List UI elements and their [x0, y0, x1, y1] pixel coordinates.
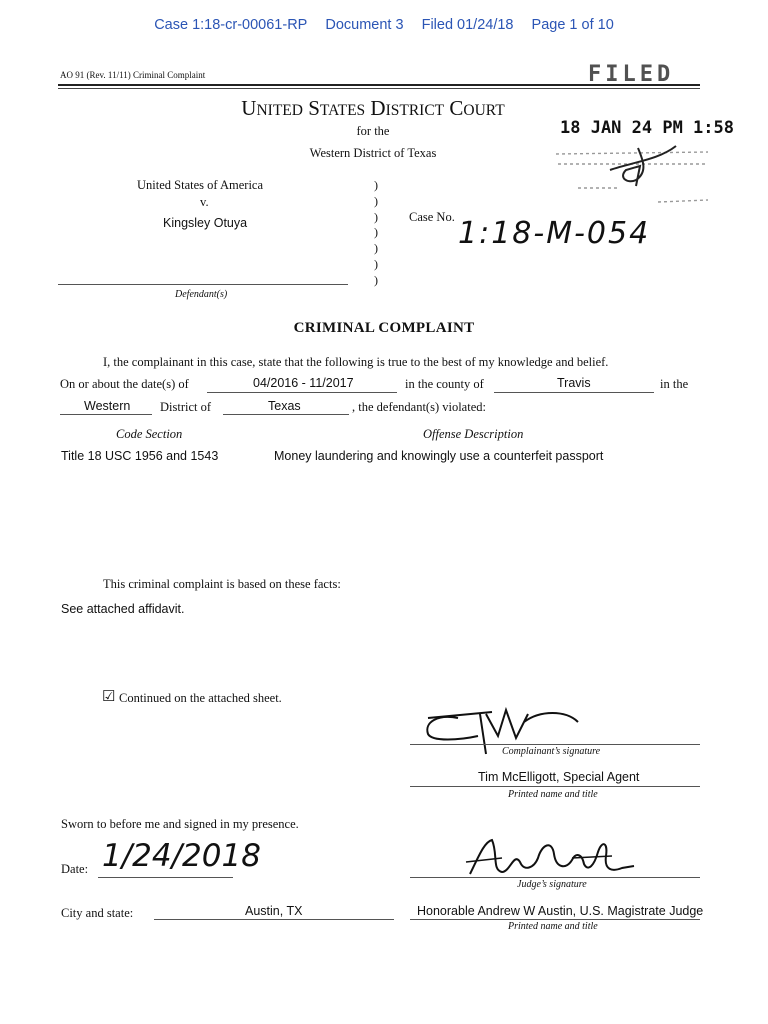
- judge-signature-line: [410, 877, 700, 878]
- court-title-letter: D: [370, 96, 386, 120]
- for-the-text: for the: [356, 124, 390, 138]
- on-or-about-label: On or about the date(s) of: [60, 377, 189, 391]
- court-title-word: OURT: [463, 102, 505, 119]
- sworn-statement: Sworn to before me and signed in my presence.: [61, 817, 299, 831]
- case-no-handwritten: 1:18-M-054: [458, 216, 651, 251]
- city-state-line: [154, 919, 394, 920]
- city-state-label: City and state:: [61, 906, 134, 920]
- court-title-word: ISTRICT: [385, 102, 445, 119]
- continued-label: Continued on the attached sheet.: [119, 691, 282, 705]
- date-label: Date:: [61, 862, 89, 876]
- complainant-name-line: [410, 786, 700, 787]
- county-line: [494, 392, 654, 393]
- document-number: Document 3: [325, 17, 404, 33]
- judge-printed-label: Printed name and title: [508, 921, 598, 932]
- district-direction: Western: [84, 399, 131, 413]
- header-rule-thin: [58, 88, 700, 89]
- dates-line: [207, 392, 397, 393]
- district-of-label: District of: [160, 400, 212, 414]
- county-label: in the county of: [405, 377, 484, 391]
- filed-date: Filed 01/24/18: [421, 17, 514, 33]
- in-the-label: in the: [660, 377, 689, 391]
- complaint-intro: I, the complainant in this case, state that the following is true to the best of my knowledge and belief.: [103, 355, 609, 369]
- court-title: [140, 96, 606, 121]
- judge-signature-label: Judge’s signature: [517, 879, 587, 890]
- plaintiff-name: United States of America: [137, 178, 264, 192]
- filed-stamp-datetime: 18 JAN 24 PM 1:58: [560, 118, 734, 138]
- defendant-name: Kingsley Otuya: [163, 216, 248, 230]
- page-indicator: Page 1 of 10: [531, 17, 614, 33]
- defendant-line: [58, 284, 348, 285]
- judge-name-title: Honorable Andrew W Austin, U.S. Magistrate Judge: [417, 904, 704, 918]
- case-header: [0, 17, 768, 33]
- case-number: Case 1:18-cr-00061-RP: [154, 17, 308, 33]
- offense-description-value: Money laundering and knowingly use a counterfeit passport: [274, 449, 604, 463]
- versus-text: v.: [200, 195, 209, 209]
- court-title-word: NITED: [256, 102, 303, 119]
- signed-date-handwritten: 1/24/2018: [102, 838, 261, 874]
- complaint-title: CRIMINAL COMPLAINT: [293, 320, 475, 336]
- state-value: Texas: [268, 399, 301, 413]
- complainant-printed-label: Printed name and title: [508, 789, 598, 800]
- complainant-name-title: Tim McElligott, Special Agent: [478, 770, 640, 784]
- filed-stamp-mark: FILED: [588, 62, 675, 87]
- case-no-label: Case No.: [409, 210, 455, 224]
- county-value: Travis: [557, 376, 591, 390]
- form-code: AO 91 (Rev. 11/11) Criminal Complaint: [60, 70, 206, 80]
- facts-intro: This criminal complaint is based on these facts:: [103, 577, 341, 591]
- judge-signature: [462, 832, 637, 882]
- caption-parentheses: ) ) ) ) ) ) ): [374, 178, 378, 287]
- continued-checkbox[interactable]: ☑: [102, 689, 116, 705]
- court-title-letter: S: [308, 96, 320, 120]
- district-name: Western District of Texas: [309, 146, 437, 160]
- state-line: [223, 414, 349, 415]
- district-direction-line: [60, 414, 152, 415]
- code-section-header: Code Section: [116, 427, 183, 441]
- court-title-word: TATES: [319, 102, 366, 119]
- facts-value: See attached affidavit.: [61, 602, 185, 616]
- judge-name-line: [410, 919, 700, 920]
- court-title-letter: C: [449, 96, 464, 120]
- offense-dates: 04/2016 - 11/2017: [253, 376, 354, 390]
- city-state-value: Austin, TX: [245, 904, 303, 918]
- court-title-letter: U: [241, 96, 257, 120]
- offense-description-header: Offense Description: [423, 427, 524, 441]
- date-line: [98, 877, 233, 878]
- complainant-signature-label: Complainant’s signature: [502, 746, 601, 757]
- complainant-signature-line: [410, 744, 700, 745]
- code-section-value: Title 18 USC 1956 and 1543: [61, 449, 219, 463]
- violated-text: , the defendant(s) violated:: [352, 400, 486, 414]
- defendant-label: Defendant(s): [175, 289, 228, 300]
